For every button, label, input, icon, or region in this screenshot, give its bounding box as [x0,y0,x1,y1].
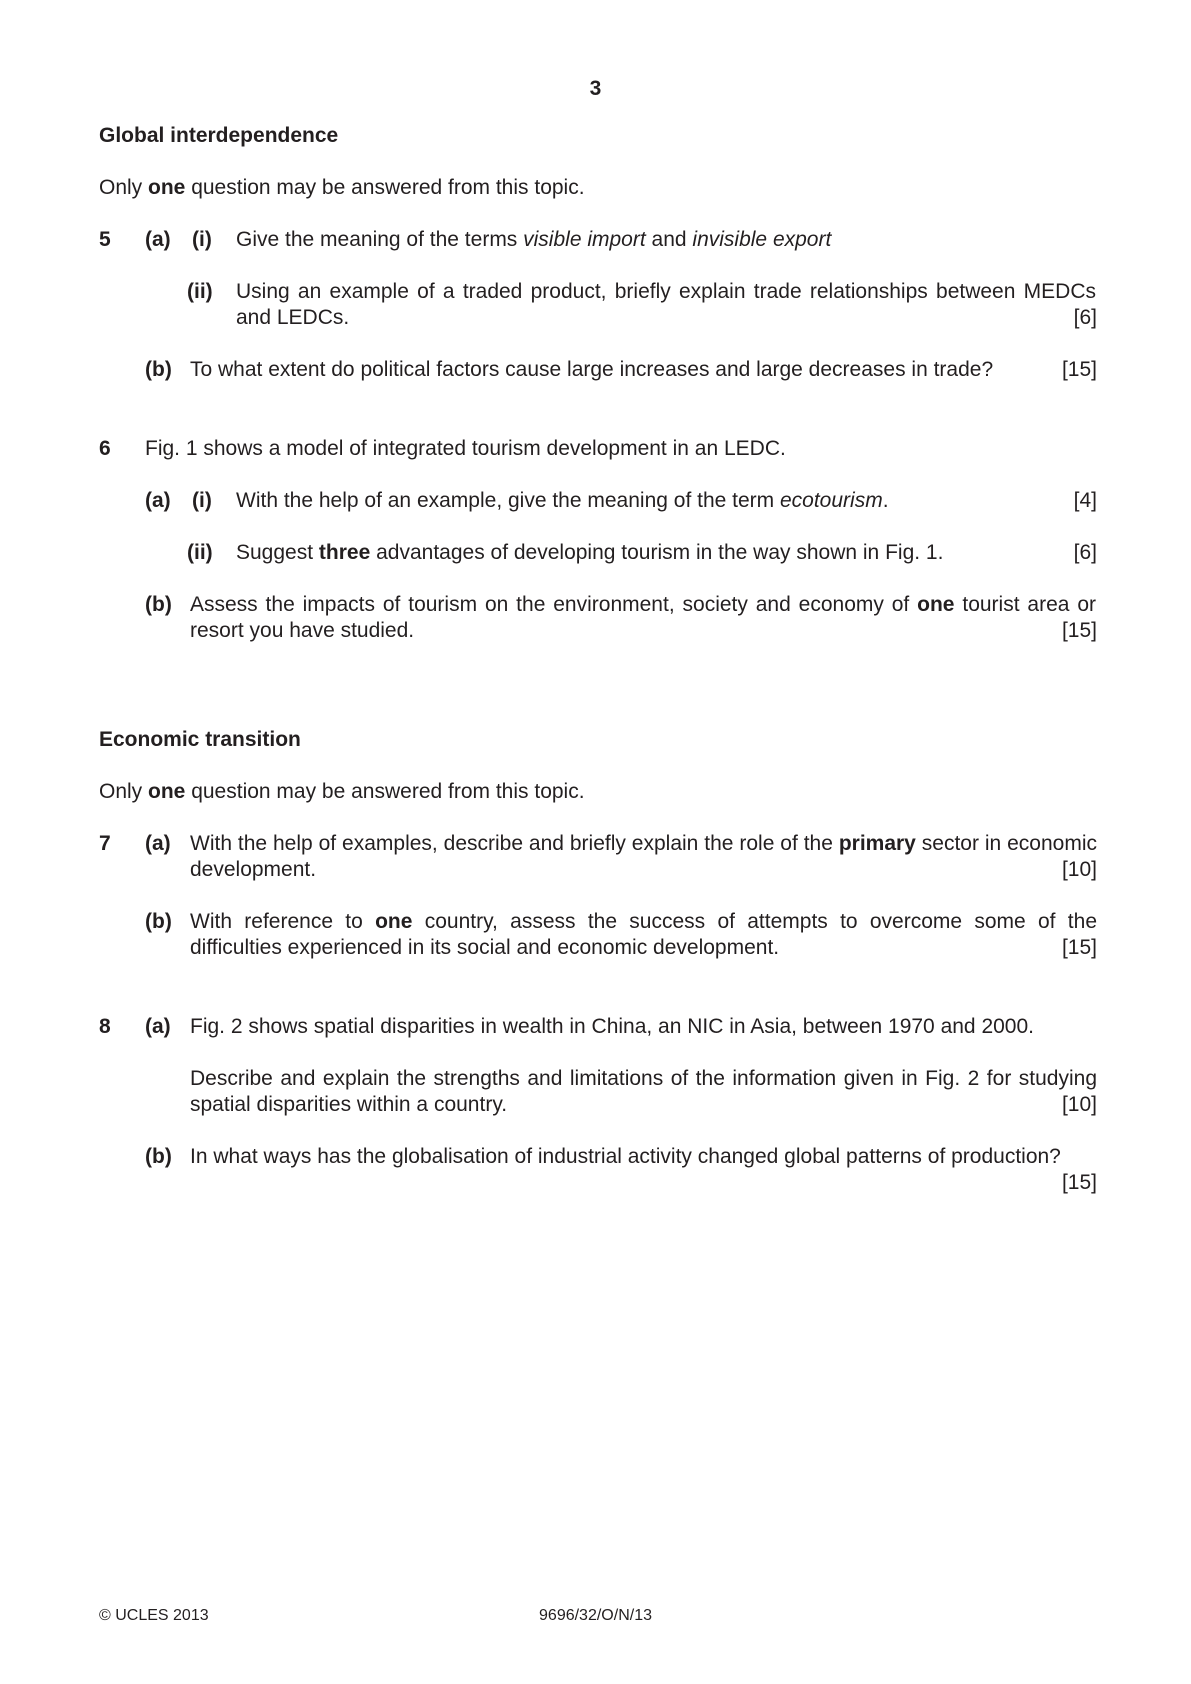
marks: [15] [1061,619,1097,642]
text-run: country, assess the success of attempts to overcome some of the difficulties experienced in its social and economic development. [190,910,1098,959]
text-run: tourist area or resort you have studied. [190,593,1096,642]
marks: [10] [1061,858,1097,881]
question-text [236,540,943,566]
term: ecotourism [779,489,883,512]
part-label: (b) [145,358,172,381]
emphasis: three [318,541,371,564]
instruction-text: question may be answered from this topic. [185,176,585,199]
text-run: With reference to [190,910,376,933]
question-text [190,592,1096,644]
question-text [236,227,1097,253]
text-run: With the help of an example, give the meaning of the term [236,489,780,512]
question-number: 6 [99,437,111,460]
footer-paper-code: 9696/32/O/N/13 [539,1607,652,1624]
question-text: Fig. 2 shows spatial disparities in wealth in China, an NIC in Asia, between 1970 and 2000. [190,1015,1034,1038]
question-number: 7 [99,832,111,855]
page-number: 3 [589,77,602,100]
text-run: Give the meaning of the terms [236,228,524,251]
part-label: (a) [145,489,171,512]
marks: [15] [1061,1171,1097,1194]
instruction-emphasis: one [148,176,186,199]
question-text [190,909,1097,961]
marks: [4] [1073,489,1097,512]
subpart-label: (i) [192,228,212,251]
marks: [6] [1073,306,1097,329]
instruction-text: question may be answered from this topic. [185,780,585,803]
question-text: Using an example of a traded product, briefly explain trade relationships between MEDCs and LEDCs. [236,280,1096,329]
question-text: In what ways has the globalisation of industrial activity changed global patterns of production? [190,1145,1061,1168]
part-label: (a) [145,832,171,855]
part-label: (b) [145,593,172,616]
subpart-label: (ii) [187,280,213,303]
question-number: 5 [99,228,111,251]
part-label: (a) [145,228,171,251]
text-run: Assess the impacts of tourism on the environment, society and economy of [190,593,918,616]
footer-copyright: © UCLES 2013 [99,1607,209,1624]
text-run: and [645,228,693,251]
instruction-text: Only [99,780,149,803]
question-number: 8 [99,1015,111,1038]
text-run: . [882,489,889,512]
section-heading-global-interdependence: Global interdependence [99,124,339,147]
term: visible import [523,228,646,251]
topic-instruction [99,175,585,201]
topic-instruction [99,779,585,805]
question-text [190,831,1097,883]
text-run: With the help of examples, describe and briefly explain the role of the [190,832,839,855]
marks: [6] [1073,541,1097,564]
text-run: Suggest [236,541,319,564]
instruction-text: Only [99,176,149,199]
instruction-emphasis: one [148,780,186,803]
question-text: Describe and explain the strengths and limitations of the information given in Fig. 2 for studying spatial disparities within a country. [190,1067,1097,1116]
question-intro: Fig. 1 shows a model of integrated tourism development in an LEDC. [145,437,786,460]
marks: [10] [1061,1093,1097,1116]
subpart-label: (ii) [187,541,213,564]
term: invisible export [692,228,832,251]
emphasis: primary [838,832,916,855]
subpart-label: (i) [192,489,212,512]
question-text [236,488,889,514]
part-label: (a) [145,1015,171,1038]
part-label: (b) [145,910,172,933]
part-label: (b) [145,1145,172,1168]
marks: [15] [1061,358,1097,381]
emphasis: one [917,593,955,616]
emphasis: one [375,910,413,933]
section-heading-economic-transition: Economic transition [99,728,301,751]
question-text: To what extent do political factors cause large increases and large decreases in trade? [190,358,994,381]
marks: [15] [1061,936,1097,959]
text-run: advantages of developing tourism in the way shown in Fig. 1. [370,541,944,564]
text-run: sector in economic development. [190,832,1097,881]
